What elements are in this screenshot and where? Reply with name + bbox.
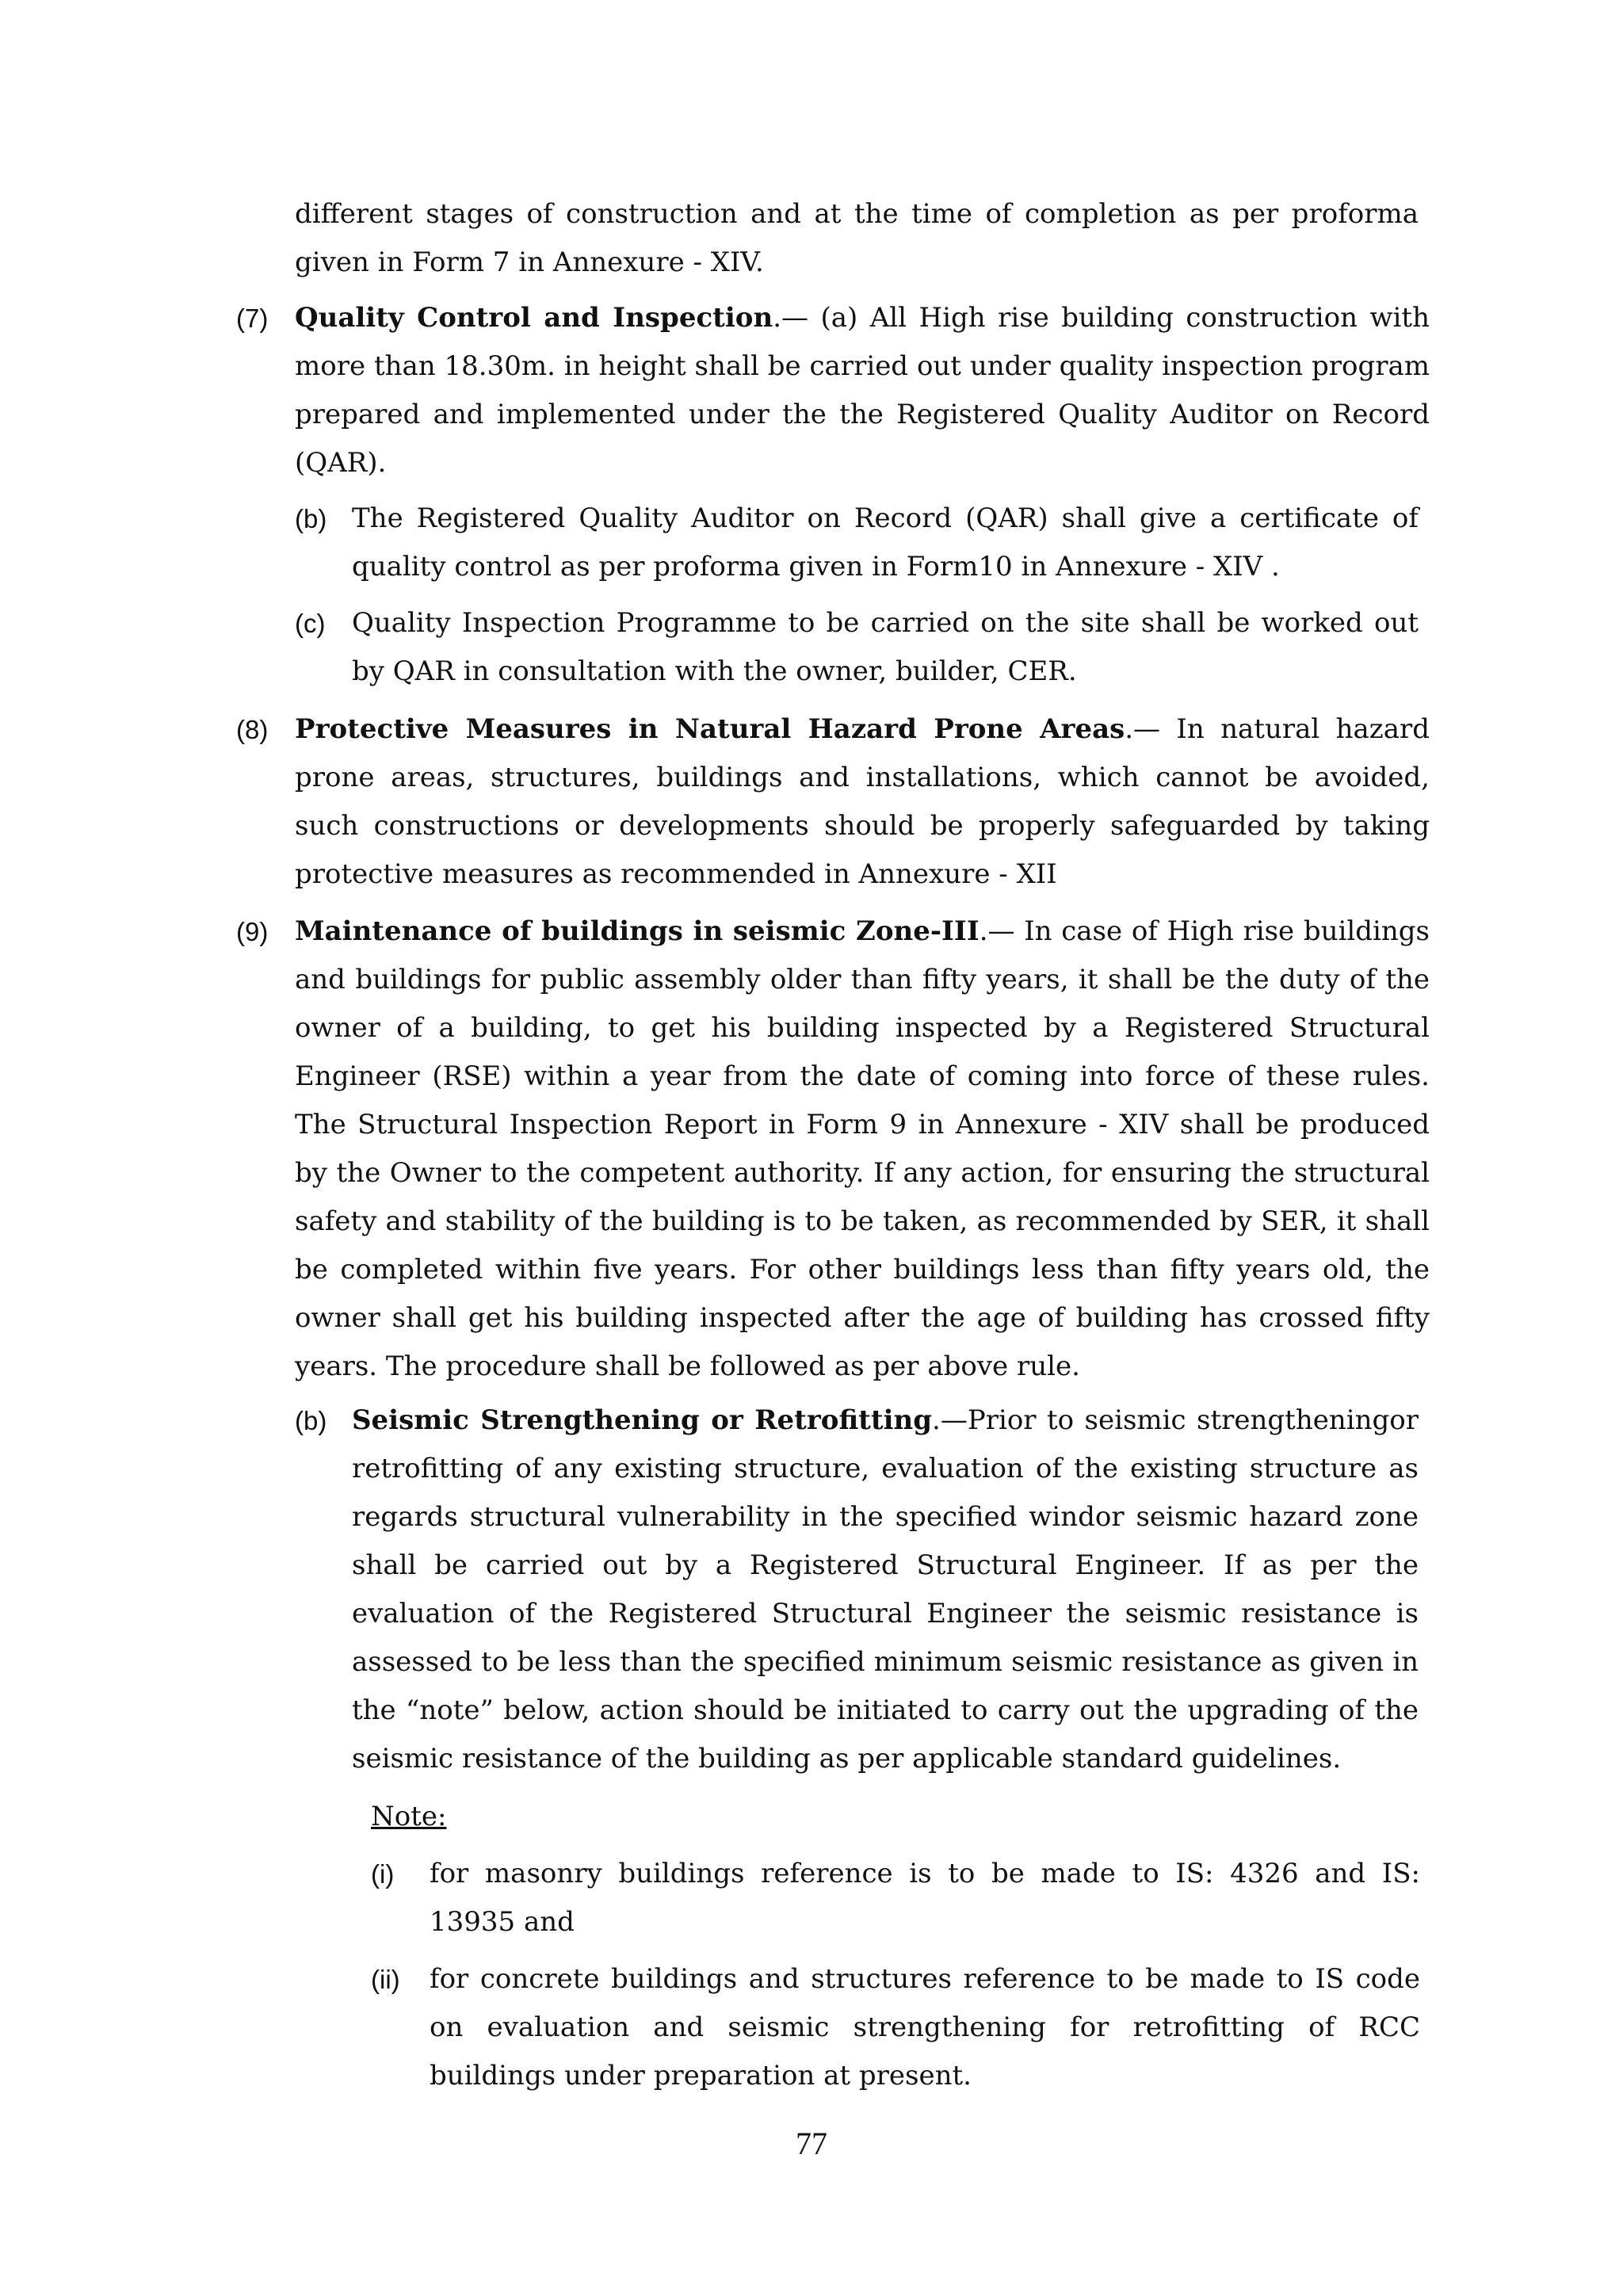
item-9b-label: (b) bbox=[295, 1406, 327, 1435]
item-7c-text: Quality Inspection Programme to be carried on the site shall be worked out by QAR in consultation with the owner, builder, CER. bbox=[352, 607, 1419, 687]
intro-text: different stages of construction and at the time of completion as per proforma given in Form 7 in Annexure - XIV. bbox=[295, 198, 1419, 278]
item-7-text: .— (a) All High rise building construction with more than 18.30m. in height shall be carried out under quality inspection program prepared and implemented under the the Registered Quality Auditor on Record (QAR). bbox=[295, 302, 1430, 479]
item-9b-heading: Seismic Strengthening or Retrofitting bbox=[352, 1404, 933, 1436]
page-number: 77 bbox=[796, 2126, 827, 2161]
note-item-1-text: for masonry buildings reference is to be made to IS: 4326 and IS: 13935 and bbox=[430, 1858, 1420, 1938]
item-8-paragraph bbox=[295, 705, 1430, 899]
item-7-label: (7) bbox=[236, 304, 269, 333]
note-item-2 bbox=[430, 1955, 1420, 2100]
note-block bbox=[371, 1793, 446, 1841]
item-7-paragraph bbox=[295, 294, 1430, 487]
item-7c-label: (c) bbox=[295, 609, 326, 638]
item-8-label: (8) bbox=[236, 715, 269, 744]
note-title: Note: bbox=[371, 1801, 447, 1832]
item-9-heading: Maintenance of buildings in seismic Zone-III bbox=[295, 915, 980, 947]
item-7b-text: The Registered Quality Auditor on Record (QAR) shall give a certificate of quality control as per proforma given in Form10 in Annexure - XIV . bbox=[352, 502, 1419, 583]
item-9b-paragraph bbox=[352, 1396, 1419, 1783]
item-8-heading: Protective Measures in Natural Hazard Prone Areas bbox=[295, 713, 1125, 745]
item-9-text: .— In case of High rise buildings and buildings for public assembly older than fifty years, it shall be the duty of the owner of a building, to get his building inspected by a Registered Structural Engineer (RSE) within a year from the date of coming into force of these rules. The Structural Inspection Report in Form 9 in Annexure - XIV shall be produced by the Owner to the competent authority. If any action, for ensuring the structural safety and stability of the building is to be taken, as recommended by SER, it shall be completed within five years. For other buildings less than fifty years old, the owner shall get his building inspected after the age of building has crossed fifty years. The procedure shall be followed as per above rule. bbox=[295, 915, 1430, 1382]
intro-paragraph bbox=[295, 190, 1419, 287]
item-8-text: .— In natural hazard prone areas, structures, buildings and installations, which cannot be avoided, such constructions or developments should be properly safeguarded by taking protective measures as recommended in Annexure - XII bbox=[295, 713, 1430, 890]
item-7b-paragraph bbox=[352, 495, 1419, 591]
note-item-1 bbox=[430, 1850, 1420, 1946]
item-7b-label: (b) bbox=[295, 504, 327, 533]
item-9b-text: .—Prior to seismic strengtheningor retrofitting of any existing structure, evaluation of the existing structure as regards structural vulnerability in the specified windor seismic hazard zone shall be carried out by a Registered Structural Engineer. If as per the evaluation of the Registered Structural Engineer the seismic resistance is assessed to be less than the specified minimum seismic resistance as given in the “note” below, action should be initiated to carry out the upgrading of the seismic resistance of the building as per applicable standard guidelines. bbox=[352, 1404, 1419, 1775]
note-item-1-label: (i) bbox=[371, 1859, 395, 1889]
item-9-label: (9) bbox=[236, 917, 269, 946]
item-7-heading: Quality Control and Inspection bbox=[295, 302, 773, 334]
item-9-paragraph bbox=[295, 907, 1430, 1391]
note-item-2-label: (ii) bbox=[371, 1965, 400, 1994]
note-item-2-text: for concrete buildings and structures reference to be made to IS code on evaluation and seismic strengthening for retrofitting of RCC buildings under preparation at present. bbox=[430, 1963, 1420, 2092]
item-7c-paragraph bbox=[352, 599, 1419, 696]
